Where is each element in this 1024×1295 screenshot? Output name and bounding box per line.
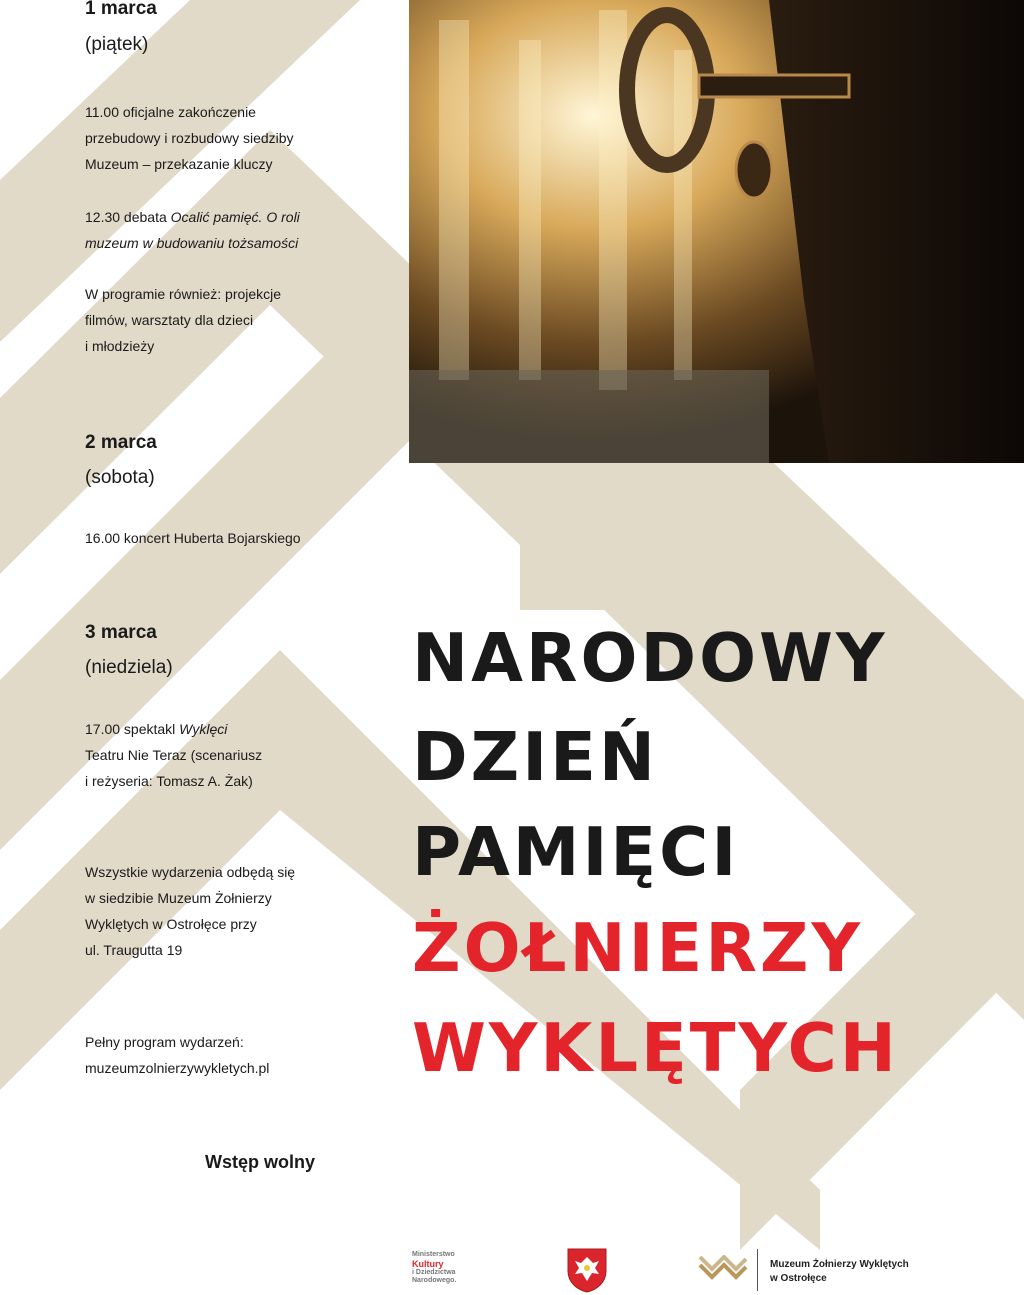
day-2-event-1: 16.00 koncert Huberta Bojarskiego (85, 530, 301, 546)
logo-divider (757, 1249, 758, 1291)
day-2-weekday: (sobota) (85, 467, 155, 488)
day-1-event-2: 12.30 debata Ocalić pamięć. O roli muzeum w budowaniu tożsamości (85, 209, 300, 251)
day-3-event-1: 17.00 spektakl Wyklęci Teatru Nie Teraz (scenariusz i reżyseria: Tomasz A. Żak) (85, 721, 263, 789)
title-line-5: WYKLĘTYCH (412, 1009, 899, 1087)
key-photo (409, 0, 1024, 463)
title-line-2: DZIEŃ (412, 718, 658, 796)
day-1-event-1: 11.00 oficjalne zakończenie przebudowy i rozbudowy siedziby Muzeum – przekazanie kluczy (85, 104, 294, 172)
day-3-weekday: (niedziela) (85, 657, 173, 678)
location-info: Wszystkie wydarzenia odbędą się w siedzibie Muzeum Żołnierzy Wyklętych w Ostrołęce przy ul. Traugutta 19 (85, 864, 296, 958)
free-entry: Wstęp wolny (205, 1152, 316, 1172)
coat-of-arms-icon (566, 1247, 608, 1293)
day-1-event-3: W programie również: projekcje filmów, warsztaty dla dzieci i młodzieży (85, 286, 282, 354)
program-link[interactable]: muzeumzolnierzywykletych.pl (85, 1060, 270, 1076)
program-info: Pełny program wydarzeń: muzeumzolnierzywykletych.pl (85, 1029, 385, 1081)
ministry-logo: Ministerstwo Kultury i Dziedzictwa Narodowego. (412, 1251, 457, 1284)
title-line-3: PAMIĘCI (412, 813, 740, 891)
museum-logo-text: Muzeum Żołnierzy Wyklętych w Ostrołęce (770, 1259, 909, 1284)
title-line-1: NARODOWY (412, 619, 888, 697)
day-3-date: 3 marca (85, 622, 157, 643)
day-2-date: 2 marca (85, 432, 157, 453)
day-1-date: 1 marca (85, 0, 157, 19)
day-1-weekday: (piątek) (85, 34, 149, 55)
museum-logo-icon (698, 1255, 748, 1285)
title-line-4: ŻOŁNIERZY (412, 909, 864, 987)
